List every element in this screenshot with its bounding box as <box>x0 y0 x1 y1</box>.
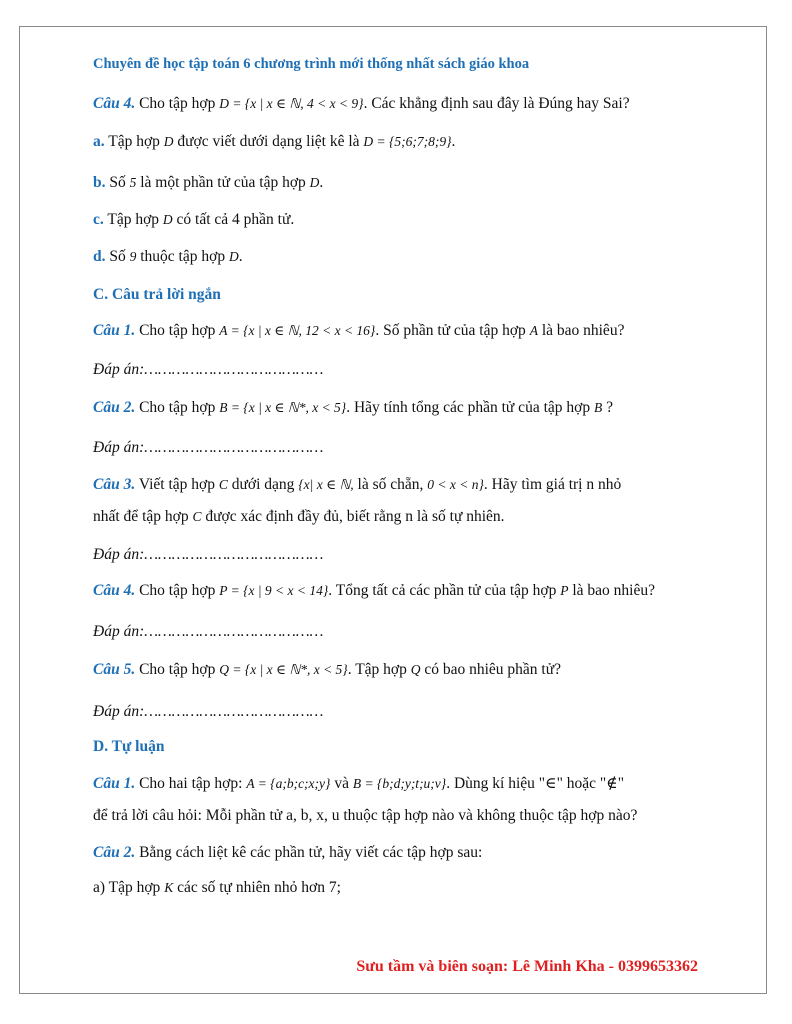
question-label: Câu 3. <box>93 476 136 493</box>
statement-c <box>93 210 294 230</box>
text-run: các số tự nhiên nhỏ hơn 7; <box>173 879 341 896</box>
answer-blank: Đáp án:………………………………… <box>93 546 324 563</box>
text-run: Viết tập hợp <box>135 476 219 493</box>
text-run: và <box>330 775 353 792</box>
math-expression: 5 <box>129 175 137 190</box>
math-expression: 0 < x < n} <box>427 477 484 492</box>
section-c-heading <box>93 285 221 305</box>
math-expression: B = {b;d;y;t;u;v} <box>352 776 447 791</box>
answer-line-2 <box>93 438 323 458</box>
text-run: . Hãy tìm giá trị n nhỏ <box>483 476 622 493</box>
text-run: . Các khẳng định sau đây là Đúng hay Sai? <box>363 95 630 112</box>
text-run: a) Tập hợp <box>93 879 165 896</box>
text-run: Bằng cách liệt kê các phần tử, hãy viết các tập hợp sau: <box>135 844 483 861</box>
answer-blank: Đáp án:………………………………… <box>93 361 324 378</box>
question-label: Câu 1. <box>93 322 136 339</box>
section-heading: D. Tự luận <box>93 738 165 755</box>
document-header: Chuyên đề học tập toán 6 chương trình mới thống nhất sách giáo khoa <box>93 56 530 72</box>
text-run: là bao nhiêu? <box>537 322 625 339</box>
statement-label: d. <box>93 248 106 265</box>
text-run: . Tập hợp <box>347 661 411 678</box>
answer-line-1 <box>93 360 323 380</box>
math-expression: D <box>163 134 174 149</box>
text-run: được viết dưới dạng liệt kê là <box>173 133 364 150</box>
text-run: . <box>319 174 324 191</box>
math-expression: D <box>228 249 239 264</box>
section-d-heading <box>93 737 164 757</box>
text-run: . Tổng tất cả các phần tử của tập hợp <box>328 582 561 599</box>
statement-a <box>93 132 455 152</box>
text-run: Cho tập hợp <box>135 582 220 599</box>
math-expression: B <box>593 400 603 415</box>
essay-question-1 <box>93 774 624 794</box>
text-run: . Hãy tính tổng các phần tử của tập hợp <box>346 399 594 416</box>
statement-label: b. <box>93 174 106 191</box>
math-expression: A = {x | x ∈ ℕ, 12 < x < 16} <box>219 323 376 338</box>
short-question-4 <box>93 581 655 601</box>
statement-b <box>93 173 323 193</box>
statement-d <box>93 247 243 267</box>
text-run: thuộc tập hợp <box>136 248 229 265</box>
question-4-intro <box>93 94 630 114</box>
text-run: để trả lời câu hỏi: Mỗi phần tử a, b, x, u thuộc tập hợp nào và không thuộc tập hợp nào? <box>93 807 638 824</box>
text-run: là số chẵn, <box>353 476 428 493</box>
text-run: Cho tập hợp <box>135 399 220 416</box>
text-run: Số <box>105 174 130 191</box>
essay-question-1-cont <box>93 806 637 826</box>
math-expression: D <box>309 175 320 190</box>
text-run: nhất để tập hợp <box>93 508 193 525</box>
question-label: Câu 4. <box>93 582 136 599</box>
short-question-2 <box>93 398 613 418</box>
answer-line-3 <box>93 545 323 565</box>
essay-question-2 <box>93 843 482 863</box>
text-run: có tất cả 4 phần tử. <box>172 211 295 228</box>
math-expression: K <box>164 880 174 895</box>
text-run: được xác định đầy đủ, biết rằng n là số tự nhiên. <box>201 508 505 525</box>
math-expression: B = {x | x ∈ ℕ*, x < 5} <box>219 400 347 415</box>
answer-line-5 <box>93 702 323 722</box>
essay-question-2-a <box>93 878 341 898</box>
answer-blank: Đáp án:………………………………… <box>93 703 324 720</box>
math-expression: P <box>560 583 569 598</box>
text-run: Cho tập hợp <box>135 95 220 112</box>
statement-label: a. <box>93 133 105 150</box>
text-run: Tập hợp <box>104 133 164 150</box>
text-run: Số <box>105 248 130 265</box>
answer-blank: Đáp án:………………………………… <box>93 623 324 640</box>
short-question-3-cont <box>93 507 505 527</box>
short-question-1 <box>93 321 624 341</box>
question-label: Câu 1. <box>93 775 136 792</box>
math-expression: D <box>162 212 173 227</box>
text-run: dưới dạng <box>227 476 299 493</box>
text-run: có bao nhiêu phần tử? <box>420 661 562 678</box>
text-run: Cho tập hợp <box>135 322 220 339</box>
math-expression: 9 <box>129 249 137 264</box>
text-run: . <box>451 133 456 150</box>
author-footer: Sưu tầm và biên soạn: Lê Minh Kha - 0399653362 <box>356 958 698 975</box>
text-run: ? <box>602 399 613 416</box>
question-label: Câu 2. <box>93 844 136 861</box>
math-expression: D = {5;6;7;8;9} <box>363 134 452 149</box>
answer-line-4 <box>93 622 323 642</box>
math-expression: C <box>192 509 202 524</box>
text-run: Cho tập hợp <box>135 661 220 678</box>
math-expression: Q = {x | x ∈ ℕ*, x < 5} <box>219 662 348 677</box>
text-run: là một phần tử của tập hợp <box>136 174 310 191</box>
math-expression: A <box>529 323 538 338</box>
math-expression: {x| x ∈ ℕ, <box>298 477 354 492</box>
short-question-5 <box>93 660 561 680</box>
question-label: Câu 2. <box>93 399 136 416</box>
statement-label: c. <box>93 211 104 228</box>
math-expression: Q <box>410 662 421 677</box>
text-run: là bao nhiêu? <box>568 582 655 599</box>
math-expression: A = {a;b;c;x;y} <box>246 776 331 791</box>
answer-blank: Đáp án:………………………………… <box>93 439 324 456</box>
question-label: Câu 4. <box>93 95 136 112</box>
short-question-3 <box>93 475 621 495</box>
math-expression: P = {x | 9 < x < 14} <box>219 583 329 598</box>
question-label: Câu 5. <box>93 661 136 678</box>
math-expression: C <box>218 477 228 492</box>
text-run: Tập hợp <box>103 211 163 228</box>
math-expression: D = {x | x ∈ ℕ, 4 < x < 9} <box>219 96 364 111</box>
text-run: . Số phần tử của tập hợp <box>375 322 530 339</box>
text-run: Cho hai tập hợp: <box>135 775 247 792</box>
text-run: . <box>238 248 243 265</box>
section-heading: C. Câu trả lời ngắn <box>93 286 221 303</box>
text-run: . Dùng kí hiệu "∈" hoặc "∉" <box>446 775 625 792</box>
